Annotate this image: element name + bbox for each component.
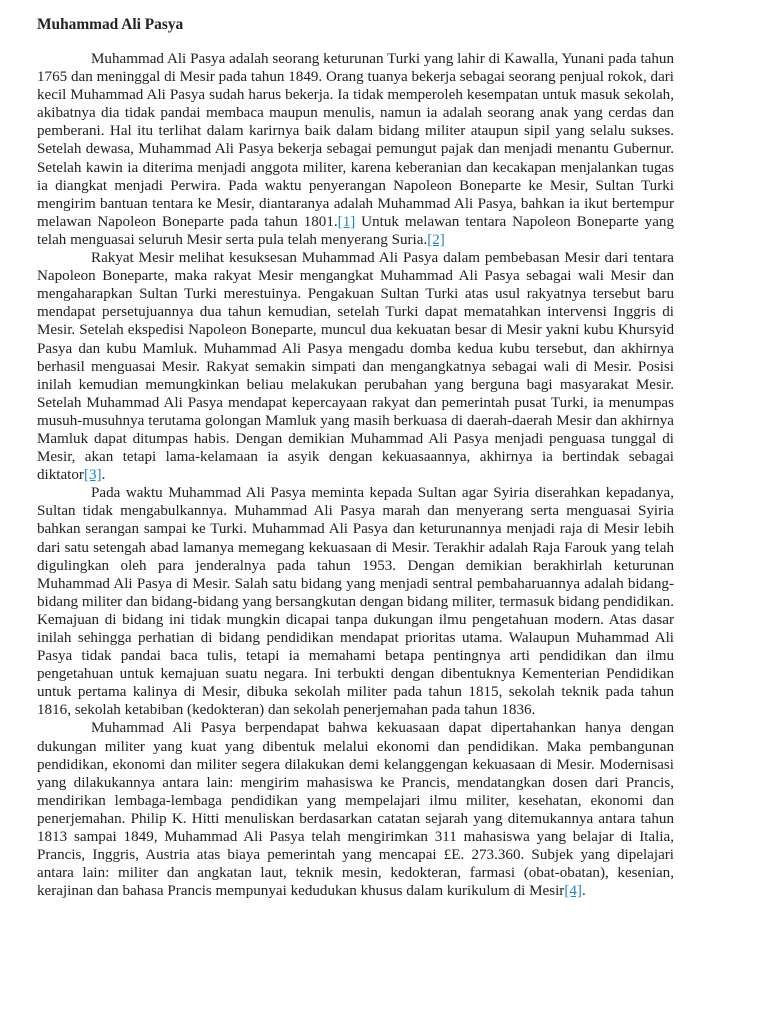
paragraph-text: . bbox=[581, 883, 586, 900]
paragraph-text: Untuk melawan tentara Napoleon Boneparte yang telah menguasai seluruh Mesir serta pula telah menyerang Suria. bbox=[37, 213, 674, 248]
paragraph-text: . bbox=[101, 467, 106, 484]
footnote-link[interactable]: [2] bbox=[427, 231, 445, 248]
paragraph bbox=[37, 50, 674, 249]
paragraph-text: Muhammad Ali Pasya adalah seorang keturunan Turki yang lahir di Kawalla, Yunani pada tahun 1765 dan meninggal di Mesir pada tahun 1849. Orang tuanya bekerja sebagai seorang penjual rokok, dari kecil Muhammad Ali Pasya sudah harus bekerja. Ia tidak memperoleh kesempatan untuk masuk sekolah, akibatnya dia tidak pandai membaca maupun menulis, namun ia adalah seorang anak yang cerdas dan pemberani. Hal itu terlihat dalam karirnya baik dalam bidang militer ataupun sipil yang selalu sukses. Setelah dewasa, Muhammad Ali Pasya bekerja sebagai pemungut pajak dan menjadi menantu Gubernur. Setelah kawin ia diterima menjadi anggota militer, karena keberanian dan kecakapan menjalankan tugas ia diangkat menjadi Perwira. Pada waktu penyerangan Napoleon Boneparte ke Mesir, Sultan Turki mengirim bantuan tentara ke Mesir, diantaranya adalah Muhammad Ali Pasya, bahkan ia ikut bertempur melawan Napoleon Boneparte pada tahun 1801. bbox=[37, 51, 674, 230]
paragraph bbox=[37, 484, 674, 719]
paragraph-text: Muhammad Ali Pasya berpendapat bahwa kekuasaan dapat dipertahankan hanya dengan dukungan militer yang kuat yang dibentuk melalui ekonomi dan pendidikan. Maka pembangunan pendidikan, ekonomi dan militer segera dilakukan demi kelanggengan kekuasaan di Mesir. Modernisasi yang dilakukannya antara lain: mengirim mahasiswa ke Prancis, mendatangkan dosen dari Prancis, mendirikan lembaga-lembaga pendidikan yang mempelajari ilmu militer, kesehatan, ekonomi dan penerjemahan. Philip K. Hitti menuliskan berdasarkan catatan sejarah yang ditemukannya antara tahun 1813 sampai 1849, Muhammad Ali Pasya telah mengirimkan 311 mahasiswa yang belajar di Italia, Prancis, Inggris, Austria atas biaya pemerintah yang mencapai £E. 273.360. Subjek yang dipelajari antara lain: militer dan angkatan laut, teknik mesin, kedokteran, farmasi (obat-obatan), kesenian, kerajinan dan bahasa Prancis mempunyai kedudukan khusus dalam kurikulum di Mesir bbox=[37, 720, 674, 900]
footnote-link[interactable]: [1] bbox=[337, 213, 356, 230]
footnote-link[interactable]: [4] bbox=[564, 883, 582, 900]
paragraph bbox=[37, 249, 674, 484]
document-body bbox=[37, 50, 674, 900]
paragraph-text: Pada waktu Muhammad Ali Pasya meminta kepada Sultan agar Syiria diserahkan kepadanya, Sultan tidak mengabulkannya. Muhammad Ali Pasya marah dan menyerang serta menguasai Syiria bahkan serangan sampai ke Turki. Muhammad Ali Pasya dan keturunannya menjadi raja di Mesir lebih dari satu setengah abad lamanya memegang kekuasaan di Mesir. Terakhir adalah Raja Farouk yang telah digulingkan oleh para jenderalnya pada tahun 1953. Dengan demikian berakhirlah keturunan Muhammad Ali Pasya di Mesir. Salah satu bidang yang menjadi sentral pembaharuannya adalah bidang-bidang militer dan bidang-bidang yang bersangkutan dengan bidang militer, termasuk bidang pendidikan. Kemajuan di bidang ini tidak mungkin dicapai tanpa dukungan ilmu pengetahuan modern. Atas dasar inilah sehingga perhatian di bidang pendidikan mendapat prioritas utama. Walaupun Muhammad Ali Pasya tidak pandai baca tulis, tetapi ia memahami betapa pentingnya arti pendidikan dan ilmu pengetahuan untuk kemajuan suatu negara. Ini terbukti dengan dibentuknya Kementerian Pendidikan untuk pertama kalinya di Mesir, dibuka sekolah militer pada tahun 1815, sekolah teknik pada tahun 1816, sekolah ketabiban (kedokteran) dan sekolah penerjemahan pada tahun 1836. bbox=[37, 485, 674, 719]
footnote-link[interactable]: [3] bbox=[83, 467, 102, 484]
paragraph bbox=[37, 719, 674, 900]
paragraph-text: Rakyat Mesir melihat kesuksesan Muhammad Ali Pasya dalam pembebasan Mesir dari tentara Napoleon Boneparte, maka rakyat Mesir mengangkat Muhammad Ali Pasya sebagai wali Mesir dan mengaharapkan Sultan Turki merestuinya. Pengakuan Sultan Turki atas usul rakyatnya tersebut baru mendapat persetujuannya dua tahun kemudian, setelah Turki dapat mematahkan intervensi Inggris di Mesir. Setelah ekspedisi Napoleon Boneparte, muncul dua kekuatan besar di Mesir yakni kubu Khursyid Pasya dan kubu Mamluk. Muhammad Ali Pasya mengadu domba kedua kubu tersebut, dan akhirnya berhasil menguasai Mesir. Rakyat semakin simpati dan mengangkatnya sebagai wali di Mesir. Posisi inilah kemudian memungkinkan beliau melakukan perubahan yang berguna bagi masyarakat Mesir. Setelah Muhammad Ali Pasya mendapat kepercayaan rakyat dan pemerintah pusat Turki, ia menumpas musuh-musuhnya terutama golongan Mamluk yang masih berkuasa di daerah-daerah Mesir dan akhirnya Mamluk dapat ditumpas habis. Dengan demikian Muhammad Ali Pasya menjadi penguasa tunggal di Mesir, akan tetapi lama-kelamaan ia asyik dengan kekuasaannya, akhirnya ia bertindak sebagai diktator bbox=[37, 250, 674, 484]
document-title: Muhammad Ali Pasya bbox=[37, 16, 184, 33]
